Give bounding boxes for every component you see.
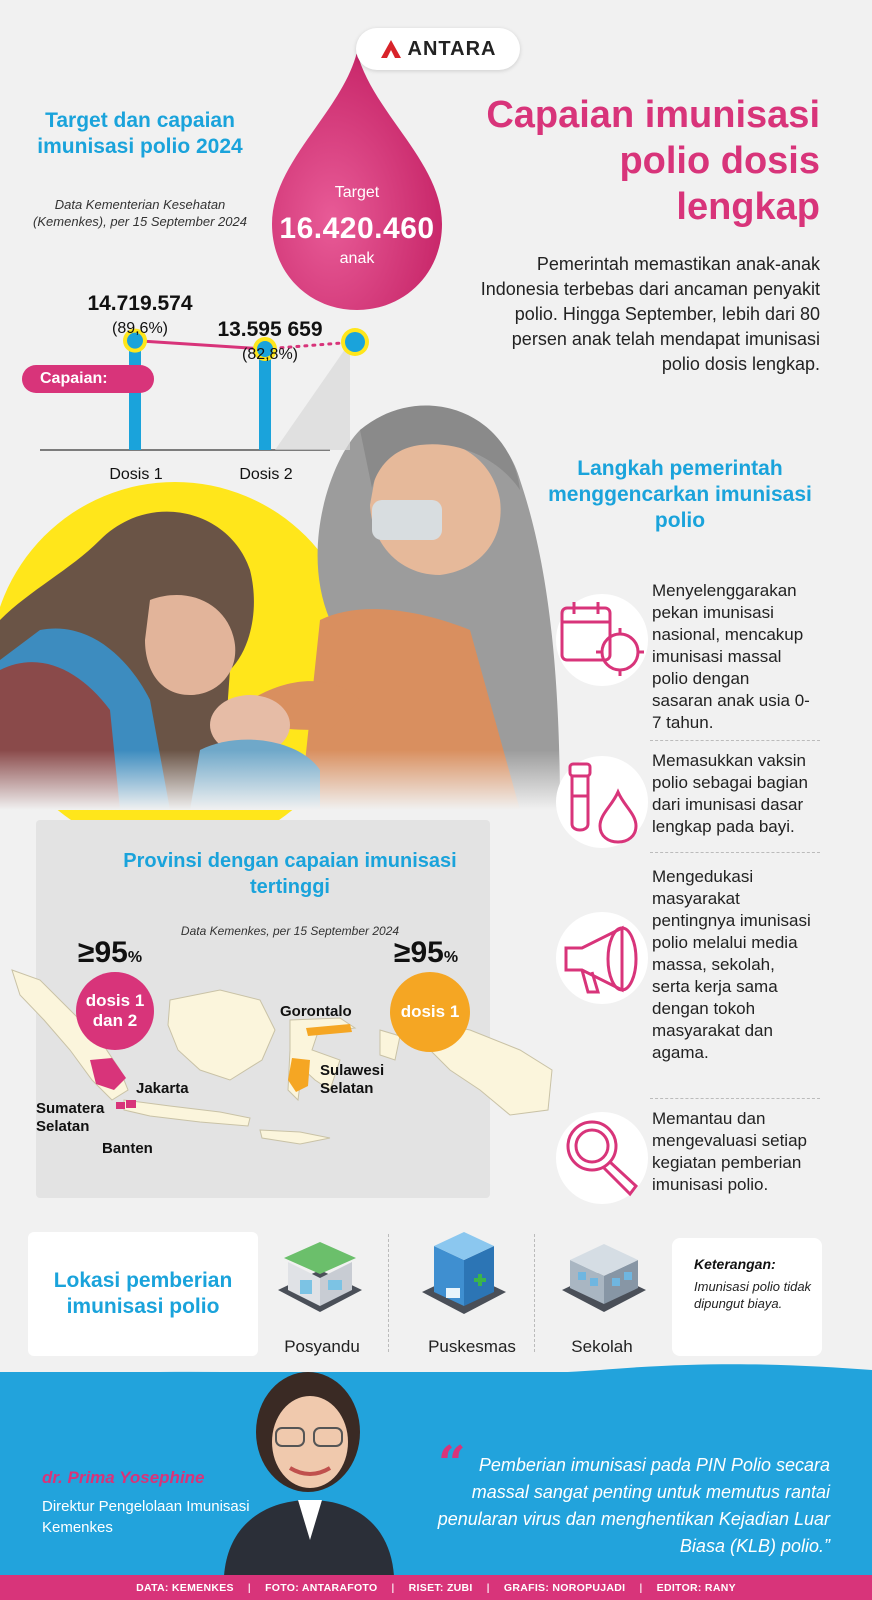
brand-name: ANTARA xyxy=(407,37,497,60)
left-threshold xyxy=(78,936,142,970)
credit-separator: | xyxy=(486,1581,490,1594)
capaian-legend: Capaian: xyxy=(22,365,154,393)
label-gorontalo: Gorontalo xyxy=(280,1003,352,1020)
left-badge-line2: dan 2 xyxy=(92,1011,138,1030)
target-label: Target xyxy=(334,184,380,201)
label-banten: Banten xyxy=(102,1140,153,1157)
right-threshold-unit: % xyxy=(443,949,459,966)
left-badge-line1: dosis 1 xyxy=(85,991,145,1010)
intro-text: Pemerintah memastikan anak-anak Indonesia terbebas dari ancaman penyakit polio. Hingga September, lebih dari 80 persen anak telah mendapat imunisasi polio dosis lengkap. xyxy=(480,254,820,374)
megaphone-icon xyxy=(552,908,652,1008)
label-sumsel-line1: Sumatera xyxy=(36,1100,105,1117)
label-sulsel-line1: Sulawesi xyxy=(320,1062,385,1079)
label-sulawesi-selatan xyxy=(320,1062,384,1098)
right-badge: dosis 1 xyxy=(390,972,470,1052)
note-title: Keterangan: xyxy=(694,1256,776,1272)
map-title: Provinsi dengan capaian imunisasi tertinggi xyxy=(123,850,457,898)
credit-separator: | xyxy=(247,1581,252,1594)
locations-title: Lokasi pemberian imunisasi polio xyxy=(53,1269,233,1318)
right-threshold-value: ≥95 xyxy=(394,936,444,969)
bar-dosis-1 xyxy=(129,341,141,450)
quote-text: Pemberian imunisasi pada PIN Polio secara massal sangat penting untuk memutus rantai penularan virus dan menghentikan Kejadian Luar Biasa (KLB) polio.” xyxy=(437,1455,830,1556)
x-tick-dosis1: Dosis 1 xyxy=(109,466,163,483)
label-sumatera-selatan xyxy=(36,1100,104,1136)
target-drop-shape xyxy=(262,52,452,312)
step4-text: Memantau dan mengevaluasi setiap kegiatan pemberian imunisasi polio. xyxy=(652,1109,807,1194)
map-source: Data Kemenkes, per 15 September 2024 xyxy=(180,924,400,938)
dosis1-value-label: 14.719.574 xyxy=(87,292,193,315)
label-sulsel-line2: Selatan xyxy=(320,1080,374,1097)
label-sumsel-line2: Selatan xyxy=(36,1118,90,1135)
location-posyandu-label: Posyandu xyxy=(284,1337,360,1356)
dosis1-percent-label: (89,6%) xyxy=(111,320,169,337)
speaker-name: dr. Prima Yosephine xyxy=(42,1468,205,1487)
credits-footer xyxy=(0,1575,872,1600)
credit-separator: | xyxy=(639,1581,643,1594)
step3-text: Mengedukasi masyarakat pentingnya imunisasi polio melalui media massa, sekolah, serta kerja sama dengan tokoh masyarakat dan agama. xyxy=(652,867,811,1062)
kalimantan-shape xyxy=(168,990,275,1080)
nusa-tenggara-shape xyxy=(260,1130,330,1144)
jakarta-shape xyxy=(126,1100,136,1108)
quote-mark: “ xyxy=(438,1436,466,1492)
java-shape xyxy=(124,1100,250,1126)
location-puskesmas-label: Puskesmas xyxy=(428,1337,516,1356)
speaker-role: Direktur Pengelolaan Imunisasi Kemenkes xyxy=(42,1498,250,1536)
school-building-icon xyxy=(556,1236,652,1318)
location-divider xyxy=(388,1234,389,1352)
credit-foto: FOTO: ANTARAFOTO xyxy=(265,1581,378,1594)
location-sekolah-label: Sekolah xyxy=(571,1337,633,1356)
banten-shape xyxy=(116,1102,125,1109)
left-badge xyxy=(76,972,154,1050)
step-divider xyxy=(650,852,820,853)
left-threshold-value: ≥95 xyxy=(78,936,128,969)
puskesmas-building-icon xyxy=(416,1232,512,1320)
step2-text: Memasukkan vaksin polio sebagai bagian dari imunisasi dasar lengkap pada bayi. xyxy=(652,751,808,836)
note-text: Imunisasi polio tidak dipungut biaya. xyxy=(694,1279,812,1311)
target-unit: anak xyxy=(339,250,375,267)
target-source: Data Kementerian Kesehatan (Kemenkes), per 15 September 2024 xyxy=(33,197,247,229)
magnifier-icon xyxy=(552,1108,652,1208)
target-title: Target dan capaian imunisasi polio 2024 xyxy=(37,109,243,158)
step-divider xyxy=(650,740,820,741)
left-threshold-unit: % xyxy=(127,949,143,966)
bar-dosis-2 xyxy=(259,349,271,450)
antara-logo xyxy=(356,28,520,70)
target-value: 16.420.460 xyxy=(279,212,435,245)
credit-grafis: GRAFIS: NOROPUJADI xyxy=(503,1581,626,1594)
main-title-text: Capaian imunisasi polio dosis lengkap xyxy=(486,94,820,228)
indonesia-map xyxy=(0,940,560,1180)
dosis2-value-label: 13.595 659 xyxy=(217,318,323,341)
label-jakarta: Jakarta xyxy=(136,1080,189,1097)
steps-title: Langkah pemerintah menggencarkan imunisasi polio xyxy=(548,457,812,532)
location-divider xyxy=(534,1234,535,1352)
main-title xyxy=(480,92,820,230)
antara-mark-icon xyxy=(380,39,402,59)
credit-data: DATA: KEMENKES xyxy=(136,1581,234,1594)
right-threshold xyxy=(394,936,458,970)
credit-riset: RISET: ZUBI xyxy=(408,1581,473,1594)
step-divider xyxy=(650,1098,820,1099)
posyandu-building-icon xyxy=(272,1236,368,1318)
credit-editor: EDITOR: RANY xyxy=(656,1581,736,1594)
vaccine-drop-icon xyxy=(552,752,652,852)
x-tick-dosis2: Dosis 2 xyxy=(239,466,293,483)
step1-text: Menyelenggarakan pekan imunisasi nasional, mencakup imunisasi massal polio dengan sasaran anak usia 0-7 tahun. xyxy=(652,581,810,732)
calendar-virus-icon xyxy=(552,590,652,690)
dosis2-percent-label: (82,8%) xyxy=(241,346,299,363)
credit-separator: | xyxy=(391,1581,395,1594)
speaker-portrait xyxy=(218,1362,398,1576)
